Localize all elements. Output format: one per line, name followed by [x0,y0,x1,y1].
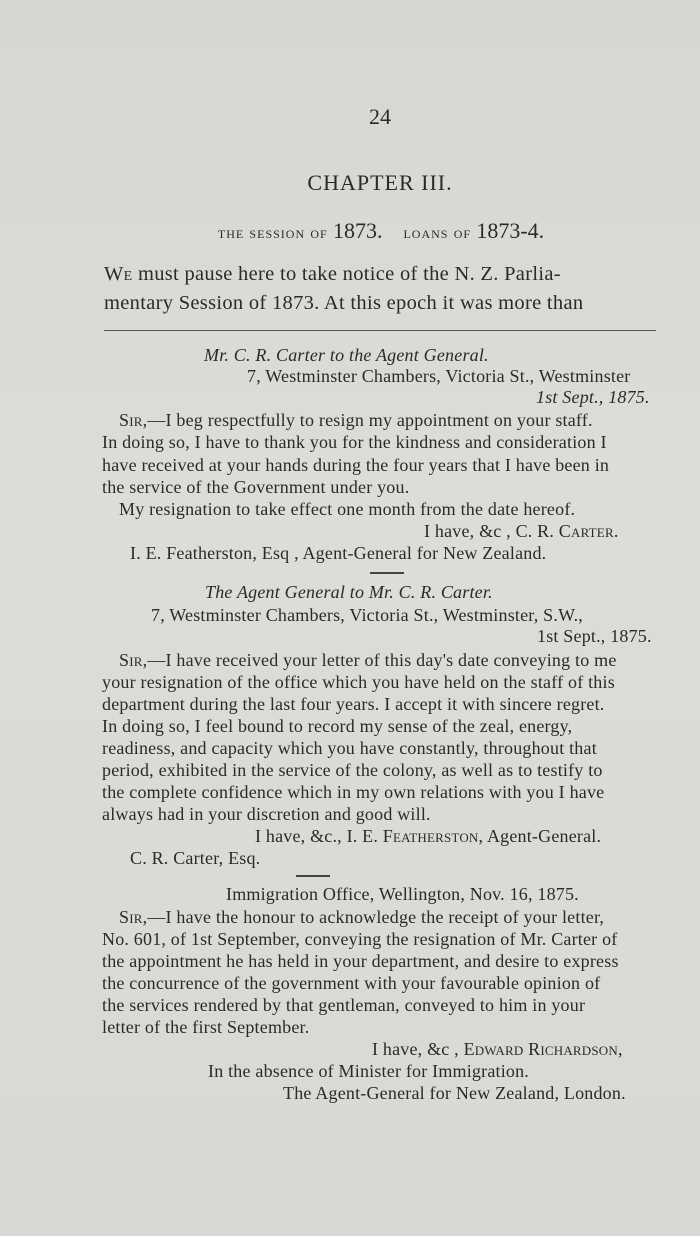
letter3-line-3: the appointment he has held in your department, and desire to express [102,951,619,971]
intro-first-cap: W [104,263,124,285]
letter3-signoff-text: I have, &c , [372,1039,464,1059]
letter3-address: Immigration Office, Wellington, Nov. 16, 1875. [226,884,579,904]
footnote-divider [104,330,656,331]
intro-line-2: mentary Session of 1873. At this epoch it was more than [104,292,584,314]
letter2-signer: Featherston [382,826,479,846]
letter2-date: 1st Sept., 1875. [537,626,652,646]
letter1-date-rest: Sept., 1875. [557,387,650,407]
letter3-line-1-text: ,—I have the honour to acknowledge the receipt of your letter, [142,907,605,927]
letter1-line-1 [119,410,593,431]
letter2-address: 7, Westminster Chambers, Victoria St., Westminster, S.W., [151,605,584,625]
letter2-signoff-text: I have, &c., I. E. [255,826,383,846]
letter2-line-8: always had in your discretion and good will. [102,804,431,824]
letter2-line-3: department during the last four years. I accept it with sincere regret. [102,694,605,714]
subtitle-part2-prefix: loans of [403,223,472,242]
letter1-line-3: have received at your hands during the four years that I have been in [102,455,610,475]
intro-first-rest: e [123,263,133,285]
intro-line-1-text: must pause here to take notice of the N. Z. Parlia- [137,263,561,285]
chapter-subtitle [0,218,700,244]
letter-separator-2 [296,875,330,877]
letter2-line-4: In doing so, I feel bound to record my sense of the zeal, energy, [102,716,573,736]
letter1-signer: Carter. [558,521,619,541]
letter2-heading: The Agent General to Mr. C. R. Carter. [205,582,493,602]
letter1-address: 7, Westminster Chambers, Victoria St., Westminster [247,366,631,386]
letter2-signer-title: , Agent-General. [478,826,602,846]
letter1-line-2: In doing so, I have to thank you for the kindness and consideration I [102,432,607,452]
letter2-line-5: readiness, and capacity which you have constantly, throughout that [102,738,597,758]
letter1-recipient: I. E. Featherston, Esq , Agent-General for New Zealand. [130,543,547,563]
letter2-line-6: period, exhibited in the service of the colony, as well as to testify to [102,760,603,780]
letter1-line-5: My resignation to take effect one month from the date hereof. [119,499,576,519]
letter3-absence: In the absence of Minister for Immigration. [208,1061,530,1081]
letter1-line-1-text: ,—I beg respectfully to resign my appointment on your staff. [142,410,593,430]
letter1-line-4: the service of the Government under you. [102,477,410,497]
letter3-salutation: Sir [119,907,143,927]
letter3-signer: Edward Richardson, [463,1039,623,1059]
letter1-heading: Mr. C. R. Carter to the Agent General. [204,345,489,365]
letter3-line-6: letter of the first September. [102,1017,310,1037]
letter1-date-day: 1st [536,387,558,407]
letter1-salutation: Sir [119,410,143,430]
subtitle-part1-year: 1873. [332,218,383,243]
subtitle-part1-prefix: the session of [217,223,328,242]
letter2-recipient: C. R. Carter, Esq. [130,848,261,868]
letter2-salutation: Sir [119,650,143,670]
intro-line-1 [104,263,561,286]
letter2-signoff [255,826,601,847]
letter2-line-7: the complete confidence which in my own relations with you I have [102,782,605,802]
letter3-line-5: the services rendered by that gentleman, conveyed to him in your [102,995,586,1015]
letter2-line-2: your resignation of the office which you have held on the staff of this [102,672,615,692]
letter2-line-1 [119,650,617,671]
page-number: 24 [369,104,391,129]
letter1-signoff [424,521,619,542]
letter2-line-1-text: ,—I have received your letter of this day's date conveying to me [142,650,617,670]
letter1-date [536,387,650,408]
letter3-line-1 [119,907,604,928]
letter3-signoff [372,1039,623,1060]
letter3-recipient: The Agent-General for New Zealand, London. [283,1083,626,1103]
chapter-title: CHAPTER III. [307,170,453,195]
letter3-line-4: the concurrence of the government with your favourable opinion of [102,973,601,993]
letter-separator-1 [370,572,404,574]
subtitle-part2-year: 1873-4. [476,218,545,243]
letter3-line-2: No. 601, of 1st September, conveying the resignation of Mr. Carter of [102,929,618,949]
letter1-signoff-text: I have, &c , C. R. [424,521,559,541]
